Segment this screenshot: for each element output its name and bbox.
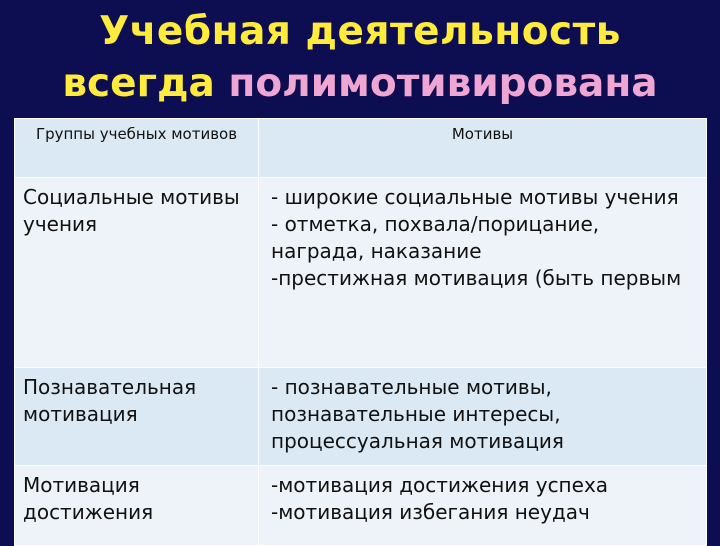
table-row [15, 368, 707, 466]
row-motives-cognitive [259, 368, 707, 466]
header-groups: Группы учебных мотивов [15, 119, 259, 178]
motive-item: - познавательные мотивы, познавательные интересы, процессуальная мотивация [271, 375, 564, 453]
row-motives-social [259, 178, 707, 368]
row-group-social: Социальные мотивы учения [15, 178, 259, 368]
motive-item: -престижная мотивация (быть первым [271, 266, 682, 290]
motive-item: -мотивация достижения успеха [271, 473, 609, 497]
row-motives-achievement [259, 466, 707, 546]
table-header-row [15, 119, 707, 178]
motive-item: -мотивация избегания неудач [271, 500, 590, 524]
row-group-achievement: Мотивация достижения [15, 466, 259, 546]
motives-table [14, 118, 707, 546]
motive-item: - широкие социальные мотивы учения [271, 185, 679, 209]
title-line-2 [62, 61, 657, 106]
table-row [15, 466, 707, 546]
title-line-1: Учебная деятельность [99, 9, 621, 54]
row-group-cognitive: Познавательная мотивация [15, 368, 259, 466]
slide-title [0, 6, 720, 110]
title-line-2-start: всегда [62, 61, 229, 106]
motive-item: - отметка, похвала/порицание, награда, наказание [271, 212, 600, 263]
table-row [15, 178, 707, 368]
title-line-2-highlight: полимотивирована [228, 61, 658, 106]
header-motives: Мотивы [259, 119, 707, 178]
